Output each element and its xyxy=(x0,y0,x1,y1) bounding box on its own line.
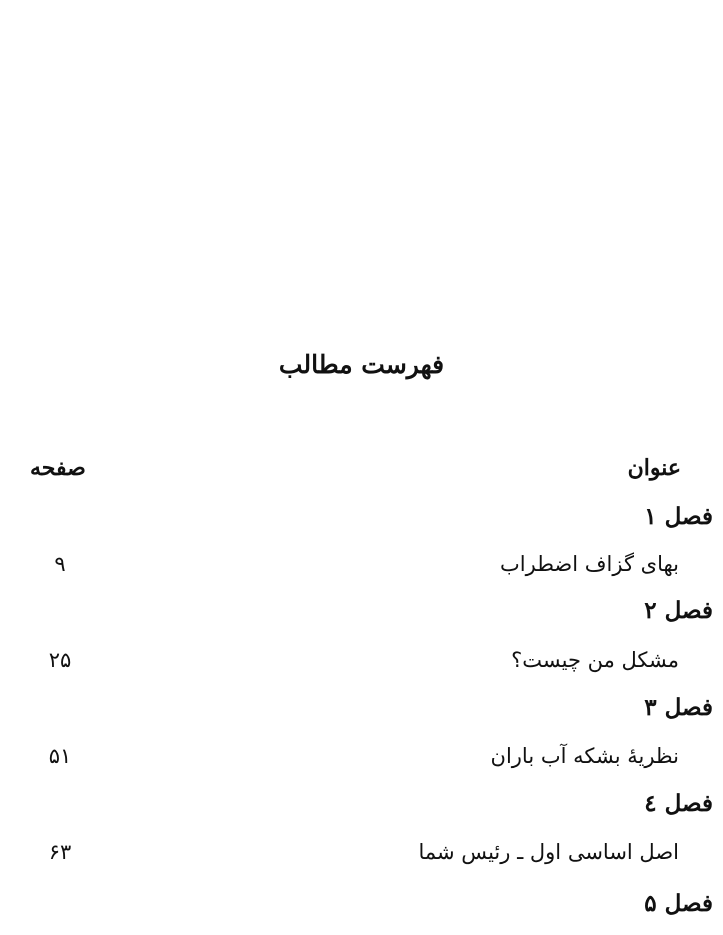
chapter-heading: فصل ٤ xyxy=(644,790,713,817)
toc-entry-title: بهای گزاف اضطراب xyxy=(500,552,679,576)
toc-entry-title: اصل اساسی اول ـ رئیس شما xyxy=(418,840,679,864)
page-title: فهرست مطالب xyxy=(278,350,445,379)
chapter-heading: فصل ۳ xyxy=(644,694,713,721)
toc-entry-page: ۶۳ xyxy=(48,840,72,864)
column-header-page: صفحه xyxy=(30,455,86,481)
toc-entry-title: نظریهٔ بشکه آب باران xyxy=(490,744,679,768)
chapter-heading: فصل ۲ xyxy=(644,597,713,624)
toc-entry-title: مشکل من چیست؟ xyxy=(511,648,679,672)
toc-entry-page: ۹ xyxy=(54,552,66,576)
chapter-heading: فصل ۱ xyxy=(644,503,713,530)
column-header-title: عنوان xyxy=(627,455,681,481)
toc-entry-page: ۵۱ xyxy=(48,744,72,768)
chapter-heading: فصل ۵ xyxy=(644,890,713,917)
toc-entry-page: ۲۵ xyxy=(48,648,72,672)
